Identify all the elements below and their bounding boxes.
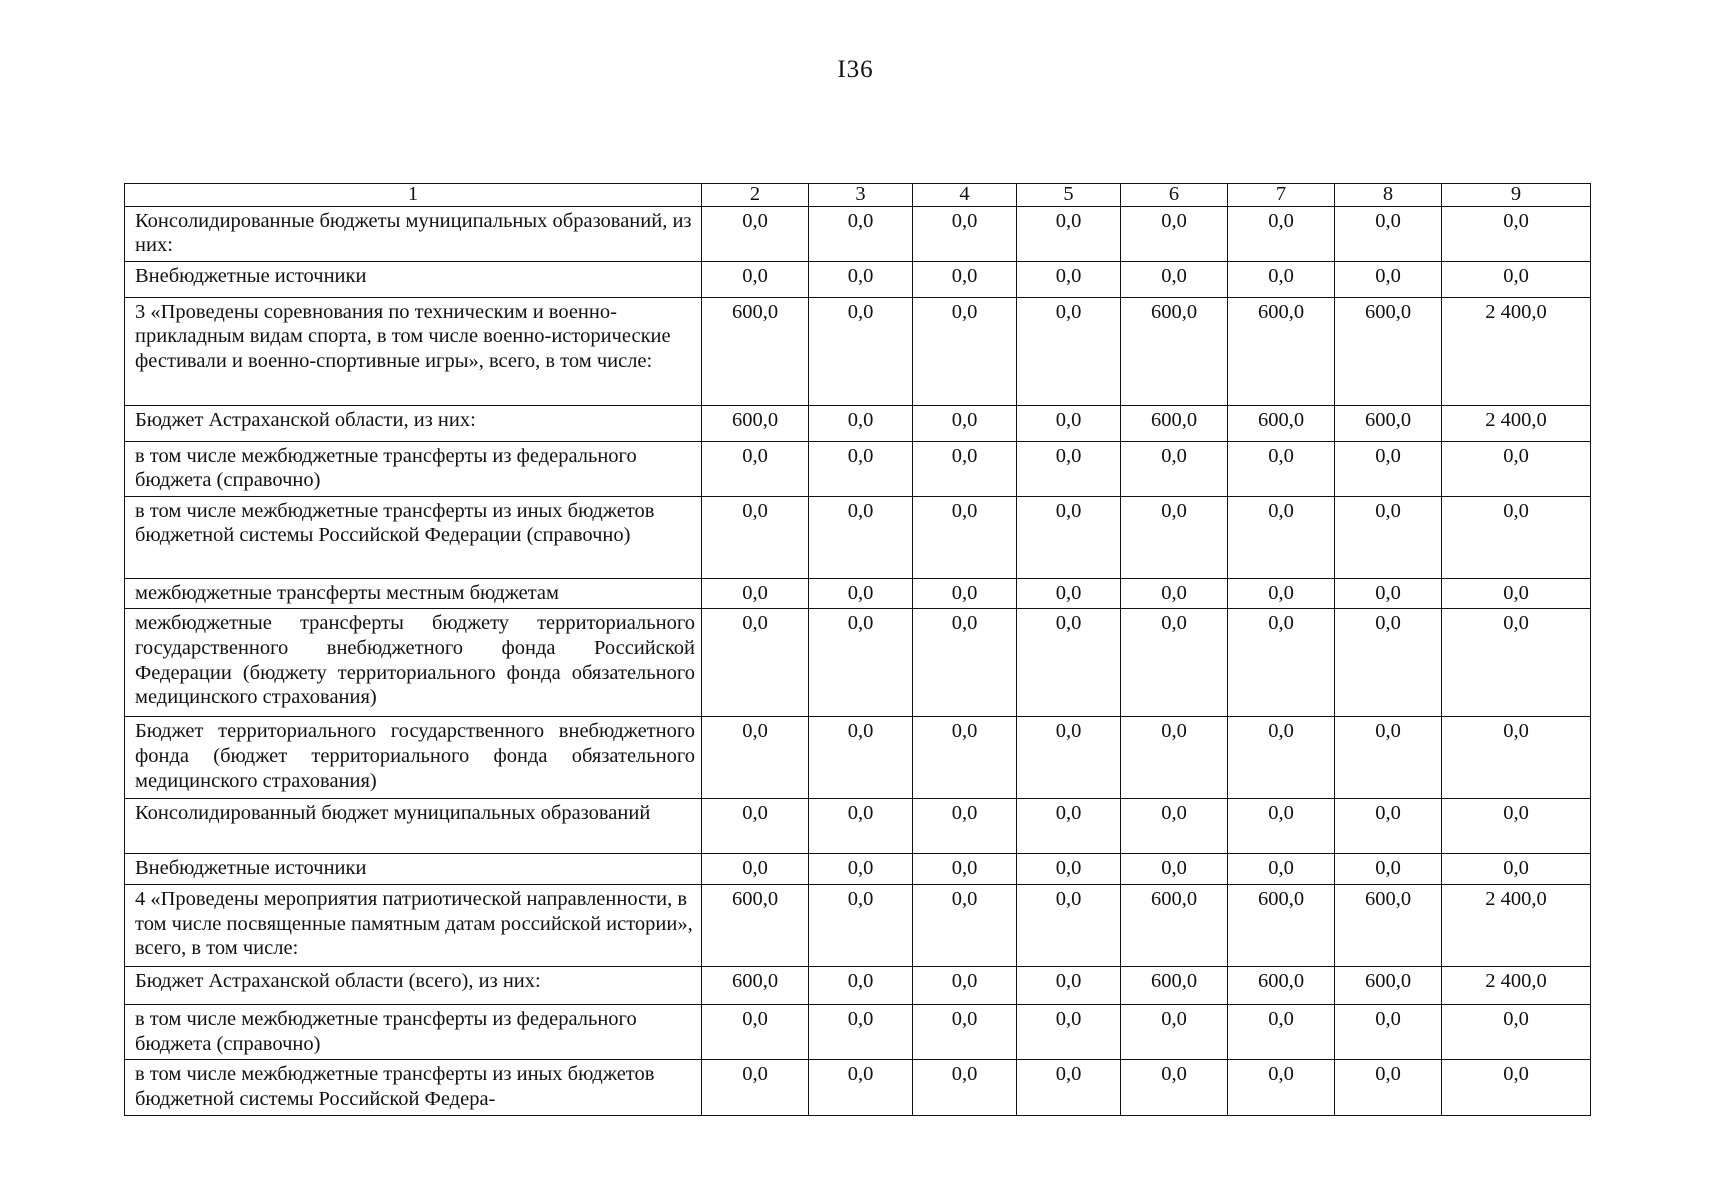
- table-header-row: [125, 184, 1591, 207]
- table-cell: 0,0: [1017, 1060, 1121, 1116]
- table-cell: 0,0: [1121, 496, 1228, 578]
- table-row: [125, 799, 1591, 854]
- table-cell: 0,0: [809, 496, 913, 578]
- table-row: [125, 496, 1591, 578]
- table-cell: 0,0: [913, 261, 1017, 297]
- table-row: [125, 405, 1591, 441]
- table-cell: 0,0: [1335, 261, 1442, 297]
- table-cell: 600,0: [702, 967, 809, 1005]
- table-cell: 600,0: [1121, 967, 1228, 1005]
- table-row: [125, 578, 1591, 609]
- table-cell: 0,0: [1017, 297, 1121, 405]
- page-number: I36: [837, 56, 874, 83]
- table-cell: 0,0: [809, 854, 913, 885]
- table-cell: 0,0: [913, 297, 1017, 405]
- table-cell: 0,0: [702, 1005, 809, 1060]
- table-cell: 0,0: [1335, 1005, 1442, 1060]
- table-cell: 0,0: [702, 496, 809, 578]
- table-cell: 0,0: [809, 578, 913, 609]
- table-cell: 0,0: [1442, 799, 1591, 854]
- table-cell: 0,0: [1228, 609, 1335, 717]
- row-label: Внебюджетные источники: [125, 261, 702, 297]
- table-cell: 600,0: [1335, 885, 1442, 967]
- table-cell: 0,0: [913, 496, 1017, 578]
- row-label: в том числе межбюджетные трансферты из иных бюджетов бюджетной системы Российской Федера-: [125, 1060, 702, 1116]
- row-label: Консолидированные бюджеты муниципальных образований, из них:: [125, 206, 702, 261]
- table-cell: 2 400,0: [1442, 885, 1591, 967]
- table-cell: 0,0: [1228, 1060, 1335, 1116]
- row-label: в том числе межбюджетные трансферты из иных бюджетов бюджетной системы Российской Федерации (справочно): [125, 496, 702, 578]
- table-cell: 0,0: [1017, 885, 1121, 967]
- table-cell: 0,0: [1121, 1060, 1228, 1116]
- table-cell: 2 400,0: [1442, 967, 1591, 1005]
- table-cell: 0,0: [1228, 799, 1335, 854]
- row-label: Бюджет территориального государственного внебюджетного фонда (бюджет территориального фонда обязательного медицинского страхования): [125, 717, 702, 799]
- table-cell: 0,0: [702, 261, 809, 297]
- table-cell: 0,0: [1442, 609, 1591, 717]
- table-cell: 0,0: [1228, 854, 1335, 885]
- table-cell: 0,0: [1017, 405, 1121, 441]
- table-cell: 600,0: [1335, 405, 1442, 441]
- table-row: [125, 441, 1591, 496]
- table-body: [125, 206, 1591, 1116]
- table-cell: 0,0: [1017, 441, 1121, 496]
- table-cell: 0,0: [1017, 967, 1121, 1005]
- table-cell: 0,0: [1335, 206, 1442, 261]
- table-cell: 600,0: [1228, 405, 1335, 441]
- table-cell: 0,0: [809, 799, 913, 854]
- column-number: 5: [1017, 184, 1121, 207]
- table-cell: 0,0: [1228, 261, 1335, 297]
- table-cell: 0,0: [1335, 717, 1442, 799]
- table-cell: 0,0: [1335, 609, 1442, 717]
- budget-table: [124, 183, 1591, 1116]
- table-cell: 0,0: [809, 1060, 913, 1116]
- table-cell: 2 400,0: [1442, 297, 1591, 405]
- row-label: в том числе межбюджетные трансферты из федерального бюджета (справочно): [125, 1005, 702, 1060]
- table-cell: 0,0: [809, 717, 913, 799]
- table-row: [125, 261, 1591, 297]
- table-cell: 0,0: [1442, 496, 1591, 578]
- column-number: 9: [1442, 184, 1591, 207]
- table-cell: 600,0: [1335, 967, 1442, 1005]
- table-cell: 0,0: [702, 854, 809, 885]
- table-cell: 0,0: [809, 297, 913, 405]
- table-row: [125, 854, 1591, 885]
- table-cell: 0,0: [809, 609, 913, 717]
- row-label: межбюджетные трансферты бюджету территориального государственного внебюджетного фонда Российской Федерации (бюджету территориального фонда обязательного медицинского страхования): [125, 609, 702, 717]
- table-cell: 0,0: [913, 799, 1017, 854]
- table-cell: 600,0: [1121, 885, 1228, 967]
- row-label: Бюджет Астраханской области, из них:: [125, 405, 702, 441]
- table-cell: 0,0: [1121, 441, 1228, 496]
- table-cell: 0,0: [913, 967, 1017, 1005]
- table-cell: 600,0: [1121, 297, 1228, 405]
- table-row: [125, 1005, 1591, 1060]
- table-cell: 0,0: [1228, 206, 1335, 261]
- table-cell: 0,0: [1335, 578, 1442, 609]
- row-label: Внебюджетные источники: [125, 854, 702, 885]
- table-cell: 2 400,0: [1442, 405, 1591, 441]
- table-cell: 0,0: [809, 441, 913, 496]
- table-cell: 0,0: [1121, 1005, 1228, 1060]
- row-label: Консолидированный бюджет муниципальных образований: [125, 799, 702, 854]
- table-cell: 0,0: [1228, 1005, 1335, 1060]
- table-cell: 0,0: [1442, 1005, 1591, 1060]
- row-label: 4 «Проведены мероприятия патриотической направленности, в том числе посвященные памятным датам российской истории», всего, в том числе:: [125, 885, 702, 967]
- table-cell: 0,0: [1335, 854, 1442, 885]
- table-cell: 0,0: [702, 206, 809, 261]
- table-cell: 0,0: [809, 885, 913, 967]
- table-cell: 600,0: [1228, 297, 1335, 405]
- table-cell: 0,0: [1335, 1060, 1442, 1116]
- column-number: 1: [125, 184, 702, 207]
- table-cell: 600,0: [1121, 405, 1228, 441]
- table-cell: 0,0: [1017, 496, 1121, 578]
- table-cell: 600,0: [702, 297, 809, 405]
- table-cell: 0,0: [809, 261, 913, 297]
- column-number: 6: [1121, 184, 1228, 207]
- table-cell: 0,0: [1335, 441, 1442, 496]
- table-cell: 0,0: [1017, 854, 1121, 885]
- column-number: 2: [702, 184, 809, 207]
- table-cell: 0,0: [913, 441, 1017, 496]
- table-cell: 0,0: [913, 1005, 1017, 1060]
- table-cell: 0,0: [913, 1060, 1017, 1116]
- row-label: в том числе межбюджетные трансферты из федерального бюджета (справочно): [125, 441, 702, 496]
- table-cell: 0,0: [1017, 578, 1121, 609]
- table-cell: 0,0: [1121, 799, 1228, 854]
- table-cell: 0,0: [913, 206, 1017, 261]
- table-cell: 0,0: [913, 405, 1017, 441]
- table-cell: 0,0: [1121, 717, 1228, 799]
- table-cell: 0,0: [1228, 441, 1335, 496]
- table-row: [125, 1060, 1591, 1116]
- row-label: межбюджетные трансферты местным бюджетам: [125, 578, 702, 609]
- table-cell: 0,0: [1228, 578, 1335, 609]
- table-cell: 0,0: [702, 799, 809, 854]
- column-number: 7: [1228, 184, 1335, 207]
- table-cell: 0,0: [1017, 1005, 1121, 1060]
- row-label: 3 «Проведены соревнования по техническим и военно-прикладным видам спорта, в том числе военно-исторические фестивали и военно-спортивные игры», всего, в том числе:: [125, 297, 702, 405]
- table-cell: 0,0: [809, 1005, 913, 1060]
- table-cell: 0,0: [1442, 441, 1591, 496]
- table-cell: 0,0: [702, 609, 809, 717]
- table-cell: 600,0: [702, 885, 809, 967]
- table-cell: 600,0: [1228, 967, 1335, 1005]
- table-cell: 0,0: [809, 967, 913, 1005]
- row-label: Бюджет Астраханской области (всего), из них:: [125, 967, 702, 1005]
- table-cell: 0,0: [1335, 799, 1442, 854]
- table-cell: 0,0: [913, 609, 1017, 717]
- table-row: [125, 967, 1591, 1005]
- table-cell: 0,0: [1017, 206, 1121, 261]
- table-cell: 0,0: [1017, 799, 1121, 854]
- column-number: 4: [913, 184, 1017, 207]
- table-cell: 0,0: [1121, 578, 1228, 609]
- table-cell: 0,0: [1017, 717, 1121, 799]
- table-cell: 0,0: [809, 405, 913, 441]
- table-cell: 0,0: [702, 1060, 809, 1116]
- table-cell: 0,0: [1121, 609, 1228, 717]
- table-cell: 0,0: [1121, 854, 1228, 885]
- table-cell: 0,0: [1228, 496, 1335, 578]
- table-cell: 0,0: [1442, 854, 1591, 885]
- table-cell: 0,0: [913, 854, 1017, 885]
- table-cell: 0,0: [702, 441, 809, 496]
- table-cell: 0,0: [1442, 1060, 1591, 1116]
- column-number: 8: [1335, 184, 1442, 207]
- table-cell: 0,0: [702, 717, 809, 799]
- table-cell: 0,0: [702, 578, 809, 609]
- table-cell: 600,0: [1228, 885, 1335, 967]
- table-cell: 0,0: [913, 578, 1017, 609]
- table-row: [125, 297, 1591, 405]
- table-cell: 0,0: [1442, 578, 1591, 609]
- table-cell: 0,0: [913, 717, 1017, 799]
- table-cell: 0,0: [1228, 717, 1335, 799]
- table-cell: 0,0: [1017, 609, 1121, 717]
- table-row: [125, 609, 1591, 717]
- table-cell: 0,0: [913, 885, 1017, 967]
- table-cell: 600,0: [702, 405, 809, 441]
- table-row: [125, 717, 1591, 799]
- table-cell: 0,0: [1121, 206, 1228, 261]
- column-number: 3: [809, 184, 913, 207]
- table-cell: 0,0: [1335, 496, 1442, 578]
- table-cell: 600,0: [1335, 297, 1442, 405]
- table-cell: 0,0: [1442, 206, 1591, 261]
- table-cell: 0,0: [809, 206, 913, 261]
- table-cell: 0,0: [1442, 717, 1591, 799]
- table-row: [125, 206, 1591, 261]
- table-cell: 0,0: [1121, 261, 1228, 297]
- table-cell: 0,0: [1442, 261, 1591, 297]
- table-cell: 0,0: [1017, 261, 1121, 297]
- table-row: [125, 885, 1591, 967]
